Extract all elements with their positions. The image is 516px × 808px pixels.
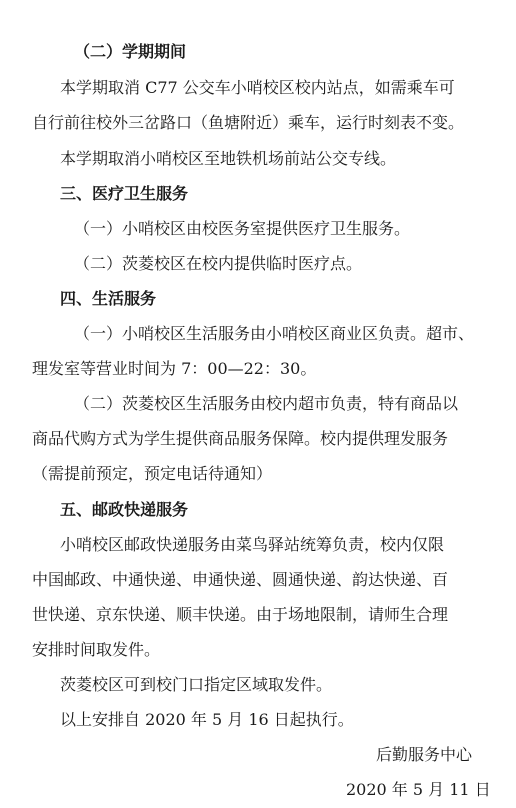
- semester-paragraph-line-1: 本学期取消 C77 公交车小哨校区校内站点，如需乘车可: [60, 78, 455, 97]
- living-item-2-line-2: 商品代购方式为学生提供商品服务保障。校内提供理发服务: [32, 429, 449, 448]
- section-heading-living: 四、生活服务: [60, 289, 157, 308]
- living-item-2-line-1: （二）茨菱校区生活服务由校内超市负责，特有商品以: [74, 394, 459, 413]
- section-heading-medical: 三、医疗卫生服务: [60, 184, 189, 203]
- issue-date: 2020 年 5 月 11 日: [346, 780, 491, 799]
- medical-item-1: （一）小哨校区由校医务室提供医疗卫生服务。: [74, 219, 411, 238]
- living-item-1-line-1: （一）小哨校区生活服务由小哨校区商业区负责。超市、: [74, 324, 475, 343]
- issuer-name: 后勤服务中心: [376, 745, 473, 764]
- effective-date-statement: 以上安排自 2020 年 5 月 16 日起执行。: [60, 710, 354, 729]
- postal-paragraph-2: 茨菱校区可到校门口指定区域取发件。: [60, 675, 333, 694]
- postal-paragraph-line-2: 中国邮政、中通快递、申通快递、圆通快递、韵达快递、百: [32, 570, 449, 589]
- living-item-1-line-2: 理发室等营业时间为 7：00—22：30。: [32, 359, 317, 378]
- semester-paragraph-2: 本学期取消小哨校区至地铁机场前站公交专线。: [60, 149, 397, 168]
- medical-item-2: （二）茨菱校区在校内提供临时医疗点。: [74, 254, 363, 273]
- postal-paragraph-line-3: 世快递、京东快递、顺丰快递。由于场地限制，请师生合理: [32, 605, 449, 624]
- section-heading-semester: （二）学期期间: [74, 42, 187, 61]
- living-item-2-line-3: （需提前预定，预定电话待通知）: [32, 464, 273, 483]
- section-heading-postal: 五、邮政快递服务: [60, 500, 189, 519]
- semester-paragraph-line-2: 自行前往校外三岔路口（鱼塘附近）乘车，运行时刻表不变。: [32, 113, 465, 132]
- postal-paragraph-line-1: 小哨校区邮政快递服务由菜鸟驿站统筹负责，校内仅限: [60, 535, 445, 554]
- postal-paragraph-line-4: 安排时间取发件。: [32, 640, 161, 659]
